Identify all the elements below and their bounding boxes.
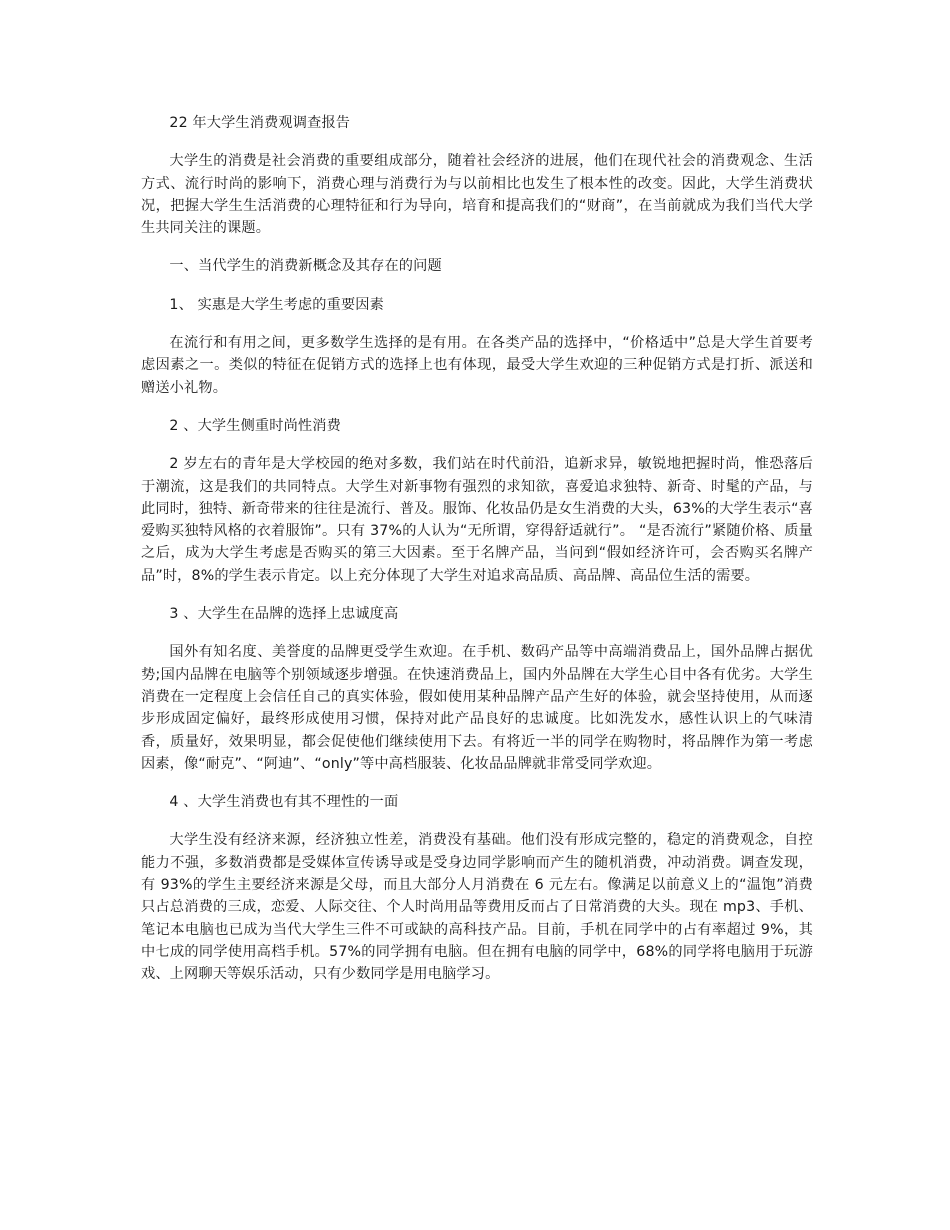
intro-paragraph: 大学生的消费是社会消费的重要组成部分，随着社会经济的进展，他们在现代社会的消费观念、生活方式、流行时尚的影响下，消费心理与消费行为与以前相比也发生了根本性的改变。因此，大学生消费状况，把握大学生生活消费的心理特征和行为导向，培育和提高我们的“财商”，在当前就成为我们当代大学生共同关注的课题。: [141, 153, 813, 237]
item-body-1: 在流行和有用之间，更多数学生选择的是有用。在各类产品的选择中，“价格适中”总是大学生首要考虑因素之一。类似的特征在促销方式的选择上也有体现，最受大学生欢迎的三种促销方式是打折、派送和赠送小礼物。: [141, 335, 813, 396]
item-heading-3: 3 、大学生在品牌的选择上忠诚度高: [169, 606, 399, 623]
document-title: 22 年大学生消费观调查报告: [169, 115, 351, 131]
item-heading-1: 1、 实惠是大学生考虑的重要因素: [169, 296, 384, 313]
document-body: [141, 112, 813, 986]
section-heading: 一、当代学生的消费新概念及其存在的问题: [169, 258, 442, 275]
item-heading-4: 4 、大学生消费也有其不理性的一面: [169, 794, 399, 811]
item-body-3: 国外有知名度、美誉度的品牌更受学生欢迎。在手机、数码产品等中高端消费品上，国外品牌占据优势;国内品牌在电脑等个别领域逐步增强。在快速消费品上，国内外品牌在大学生心目中各有优劣。大学生消费在一定程度上会信任自己的真实体验，假如使用某种品牌产品产生好的体验，就会坚持使用，从而逐步形成固定偏好，最终形成使用习惯，保持对此产品良好的忠诚度。比如洗发水，感性认识上的气味清香，质量好，效果明显，都会促使他们继续使用下去。有将近一半的同学在购物时，将品牌作为第一考虑因素，像“耐克”、“阿迪”、“only”等中高档服装、化妆品品牌就非常受同学欢迎。: [141, 644, 813, 772]
item-body-4: 大学生没有经济来源，经济独立性差，消费没有基础。他们没有形成完整的，稳定的消费观念，自控能力不强，多数消费都是受媒体宣传诱导或是受身边同学影响而产生的随机消费，冲动消费。调查发现，有 93%的学生主要经济来源是父母，而且大部分人月消费在 6 元左右。像满足以前意义上的“温饱”消费只占总消费的三成，恋爱、人际交往、个人时尚用品等费用反而占了日常消费的大头。现在 mp3、手机、笔记本电脑也已成为当代大学生三件不可或缺的高科技产品。目前，手机在同学中的占有率超过 9%，其中七成的同学使用高档手机。57%的同学拥有电脑。但在拥有电脑的同学中，68%的同学将电脑用于玩游戏、上网聊天等娱乐活动，只有少数同学是用电脑学习。: [141, 832, 813, 983]
item-body-2: 2 岁左右的青年是大学校园的绝对多数，我们站在时代前沿，追新求异，敏锐地把握时尚，惟恐落后于潮流，这是我们的共同特点。大学生对新事物有强烈的求知欲，喜爱追求独特、新奇、时髦的产品，与此同时，独特、新奇带来的往往是流行、普及。服饰、化妆品仍是女生消费的大头，63%的大学生表示“喜爱购买独特风格的衣着服饰”。只有 37%的人认为“无所谓，穿得舒适就行”。 “是否流行”紧随价格、质量之后，成为大学生考虑是否购买的第三大因素。至于名牌产品，当问到“假如经济许可，会否购买名牌产品”时，8%的学生表示肯定。以上充分体现了大学生对追求高品质、高品牌、高品位生活的需要。: [141, 456, 813, 584]
item-heading-2: 2 、大学生侧重时尚性消费: [169, 417, 341, 434]
